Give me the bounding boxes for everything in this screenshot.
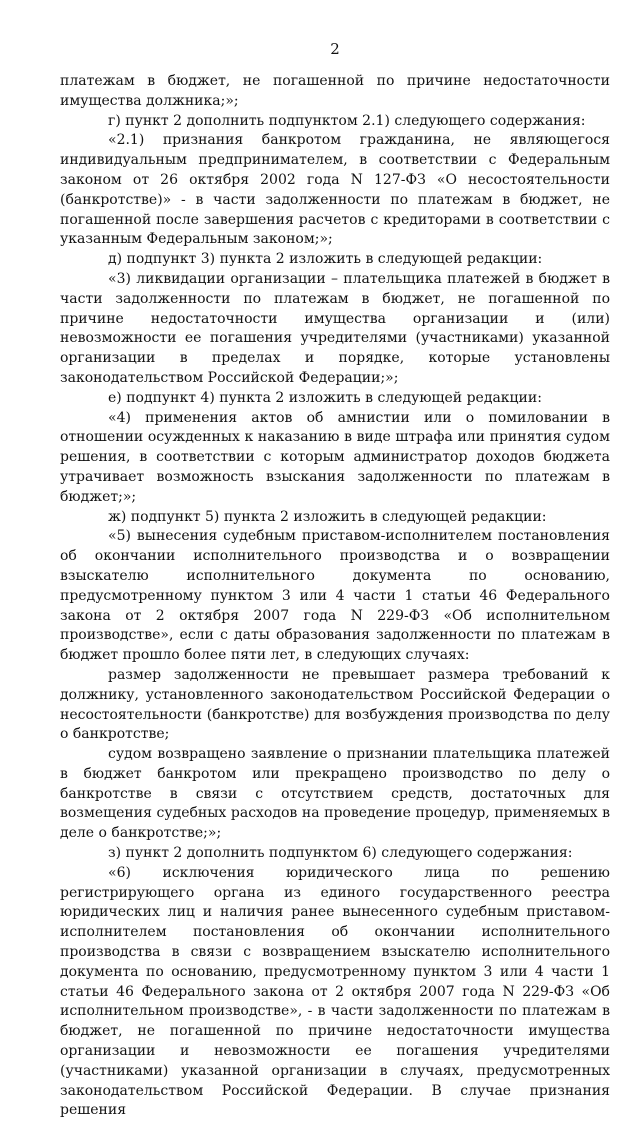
document-body bbox=[60, 72, 610, 1121]
paragraph: «5) вынесения судебным приставом-исполнителем постановления об окончании исполнительного производства и о возвращении взыскателю исполнительного документа по основанию, предусмотренному пунктом 3 или 4 части 1 статьи 46 Федерального закона от 2 октября 2007 года N 229-ФЗ «Об исполнительном производстве», если с даты образования задолженности по платежам в бюджет прошло более пяти лет, в следующих случаях: bbox=[60, 528, 610, 664]
page-number: 2 bbox=[330, 40, 340, 58]
paragraph: «6) исключения юридического лица по решению регистрирующего органа из единого государственного реестра юридических лиц и наличия ранее вынесенного судебным приставом-исполнителем постановления об окончании исполнительного производства в связи с возвращением взыскателю исполнительного документа по основанию, предусмотренному пунктом 3 или 4 части 1 статьи 46 Федерального закона от 2 октября 2007 года N 229-ФЗ «Об исполнительном производстве», - в части задолженности по платежам в бюджет, не погашенной по причине недостаточности имущества организации и невозможности ее погашения учредителями (участниками) указанной организации в случаях, предусмотренных законодательством Российской Федерации. В случае признания решения bbox=[60, 864, 610, 1119]
paragraph: «3) ликвидации организации – плательщика платежей в бюджет в части задолженности по платежам в бюджет, не погашенной по причине недостаточности имущества организации и (или) невозможности ее погашения учредителями (участниками) указанной организации в пределах и порядке, которые установлены законодательством Российской Федерации;»; bbox=[60, 270, 610, 386]
paragraph: платежам в бюджет, не погашенной по причине недостаточности имущества должника;»; bbox=[60, 73, 610, 109]
paragraph: размер задолженности не превышает размера требований к должнику, установленного законодательством Российской Федерации о несостоятельности (банкротстве) для возбуждения производства по делу о банкротстве; bbox=[60, 666, 610, 743]
paragraph: д) подпункт 3) пункта 2 изложить в следующей редакции: bbox=[108, 251, 543, 268]
paragraph: «2.1) признания банкротом гражданина, не являющегося индивидуальным предпринимателем, в соответствии с Федеральным законом от 26 октября 2002 года N 127-ФЗ «О несостоятельности (банкротстве)» - в части задолженности по платежам в бюджет, не погашенной после завершения расчетов с кредиторами в соответствии с указанным Федеральным законом;»; bbox=[60, 132, 610, 248]
paragraph: «4) применения актов об амнистии или о помиловании в отношении осужденных к наказанию в виде штрафа или принятия судом решения, в соответствии с которым администратор доходов бюджета утрачивает возможность взыскания задолженности по платежам в бюджет;»; bbox=[60, 409, 610, 505]
paragraph: судом возвращено заявление о признании плательщика платежей в бюджет банкротом или прекращено производство по делу о банкротстве в связи с отсутствием средств, достаточных для возмещения судебных расходов на проведение процедур, применяемых в деле о банкротстве;»; bbox=[60, 746, 610, 842]
paragraph: е) подпункт 4) пункта 2 изложить в следующей редакции: bbox=[108, 389, 542, 406]
document-page bbox=[60, 0, 610, 1121]
paragraph: г) пункт 2 дополнить подпунктом 2.1) следующего содержания: bbox=[108, 112, 586, 129]
paragraph: з) пункт 2 дополнить подпунктом 6) следующего содержания: bbox=[108, 845, 573, 862]
paragraph: ж) подпункт 5) пункта 2 изложить в следующей редакции: bbox=[108, 508, 547, 525]
